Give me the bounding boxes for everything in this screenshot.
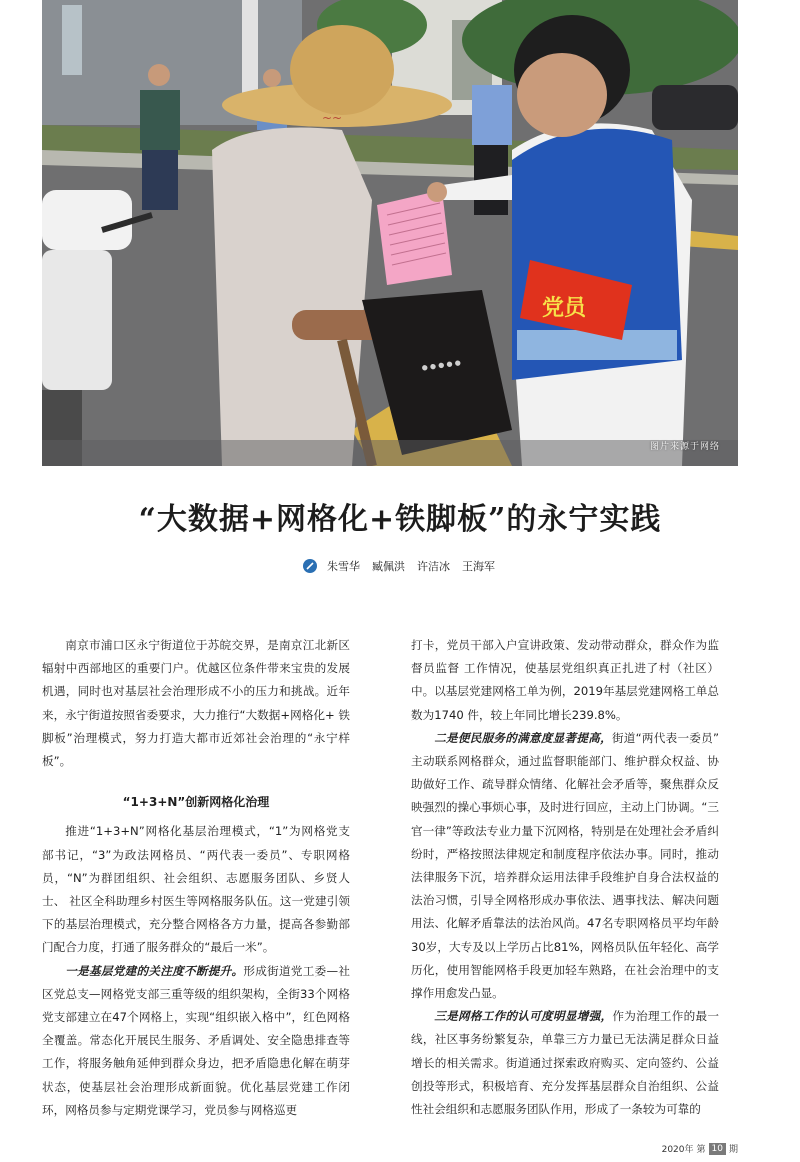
page-footer xyxy=(662,1142,738,1155)
street-scene-illustration xyxy=(42,0,738,466)
footer-year: 2020年 xyxy=(661,1145,694,1155)
svg-text:● ● ● ● ●: ● ● ● ● ● xyxy=(421,358,462,372)
intro-paragraph: 南京市浦口区永宁街道位于苏皖交界，是南京江北新区 辐射中西部地区的重要门户。优越区位条件带来宝贵的发展 机遇，同时也对基层社会治理形成不小的压力和挑战。近年来，永宁街道按照省委要求，大力推行“大数据+网格化+ 铁脚板”治理模式，努力打造大都市近郊社会治理的“永宁样板”。 xyxy=(42,638,350,769)
body-paragraph: 打卡，党员干部入户宣讲政策、发动带动群众，群众作为监督员监督 工作情况，使基层党组织真正扎进了村（社区）中。以基层党建网格工单为例，2019年基层党建网格工单总数为1740 件，较上年同比增长239.8%。 xyxy=(411,638,719,722)
body-column-right xyxy=(411,634,719,1121)
issue-number: 10 xyxy=(709,1143,726,1155)
pen-icon xyxy=(303,559,317,573)
paragraph-lead: 一是基层党建的关注度不断提升。 xyxy=(65,963,244,978)
author-name: 臧佩洪 xyxy=(372,560,405,573)
armband-text: 党员 xyxy=(542,296,587,321)
cover-photo xyxy=(42,0,738,466)
paragraph-text: 形成街道党工委—社区党总支—网格党支部三重等级的组织架构，全街33个网格 党支部建立在47个网格上，实现“组织嵌入格中”，红色网格全覆盖。常态化开展民生服务、矛盾调处、安全隐患排查等工作，将服务触角延伸到群众身边，把矛盾隐患化解在萌芽状态，使基层社会治理形成新面貌。优化基层党建工作闭环，网格员参与定期党课学习，党员参与网格巡更 xyxy=(42,963,350,1117)
author-name: 朱雪华 xyxy=(327,560,360,573)
svg-text:~~: ~~ xyxy=(322,111,343,125)
section-heading: “1+3+N”创新网格化治理 xyxy=(122,795,270,810)
photo-credit: 图片来源于网络 xyxy=(649,442,720,452)
footer-issue-prefix: 第 xyxy=(696,1145,706,1155)
author-name: 王海军 xyxy=(462,560,495,573)
paragraph-text: 作为治理工作的最一线，社区事务纷繁复杂，单靠三方力量已无法满足群众日益增长的相关需求。街道通过探索政府购买、定向签约、公益创投等形式，积极培育、充分发挥基层群众自治组织、公益性社会组织和志愿服务团队作用，形成了一条较为可靠的 xyxy=(411,1009,719,1117)
body-column-left xyxy=(42,634,350,1122)
paragraph-lead: 三是网格工作的认可度明显增强， xyxy=(434,1009,613,1024)
paragraph-lead: 二是便民服务的满意度显著提高， xyxy=(434,730,612,745)
author-line xyxy=(0,558,800,574)
body-paragraph: 推进“1+3+N”网格化基层治理模式，“1”为网格党支 部书记，“3”为政法网格员、“两代表一委员”、专职网格员，“N”为群团组织、社会组织、志愿服务团队、乡贤人士、 社区全科助理乡村医生等网格服务队伍。这一党建引领下的基层治理模式，充分整合网格各方力量，提高各参勤部门配合力度，打通了服务群众的“最后一米”。 xyxy=(42,824,350,955)
paragraph-text: 街道“两代表一委员” 主动联系网格群众，通过监督职能部门、维护群众权益、协助做好工作、疏导群众情绪、化解社会矛盾等，聚焦群众反映强烈的操心事烦心事，及时进行回应，主动上门协调。“三官一律”等政法专业力量下沉网格，特别是在处理社会矛盾纠纷时，严格按照法律规定和制度程序依法办事。同时，推动法律服务下沉，培养群众运用法律手段维护自身合法权益的法治习惯，引导全网格形成办事依法、遇事找法、解决问题用法、化解矛盾靠法的法治风尚。47名专职网格员平均年龄30岁，大专及以上学历占比81%，网格员队伍年轻化、高学历化，使用智能网格手段更加轻车熟路，在社会治理中的支撑作用愈发凸显。 xyxy=(411,730,719,1001)
body-paragraph xyxy=(411,727,719,1005)
footer-issue-suffix: 期 xyxy=(728,1145,738,1155)
author-name: 许洁冰 xyxy=(417,560,450,573)
article-title: “大数据+网格化+铁脚板”的永宁实践 xyxy=(138,502,662,537)
body-paragraph xyxy=(42,960,350,1122)
body-paragraph xyxy=(411,1005,719,1121)
